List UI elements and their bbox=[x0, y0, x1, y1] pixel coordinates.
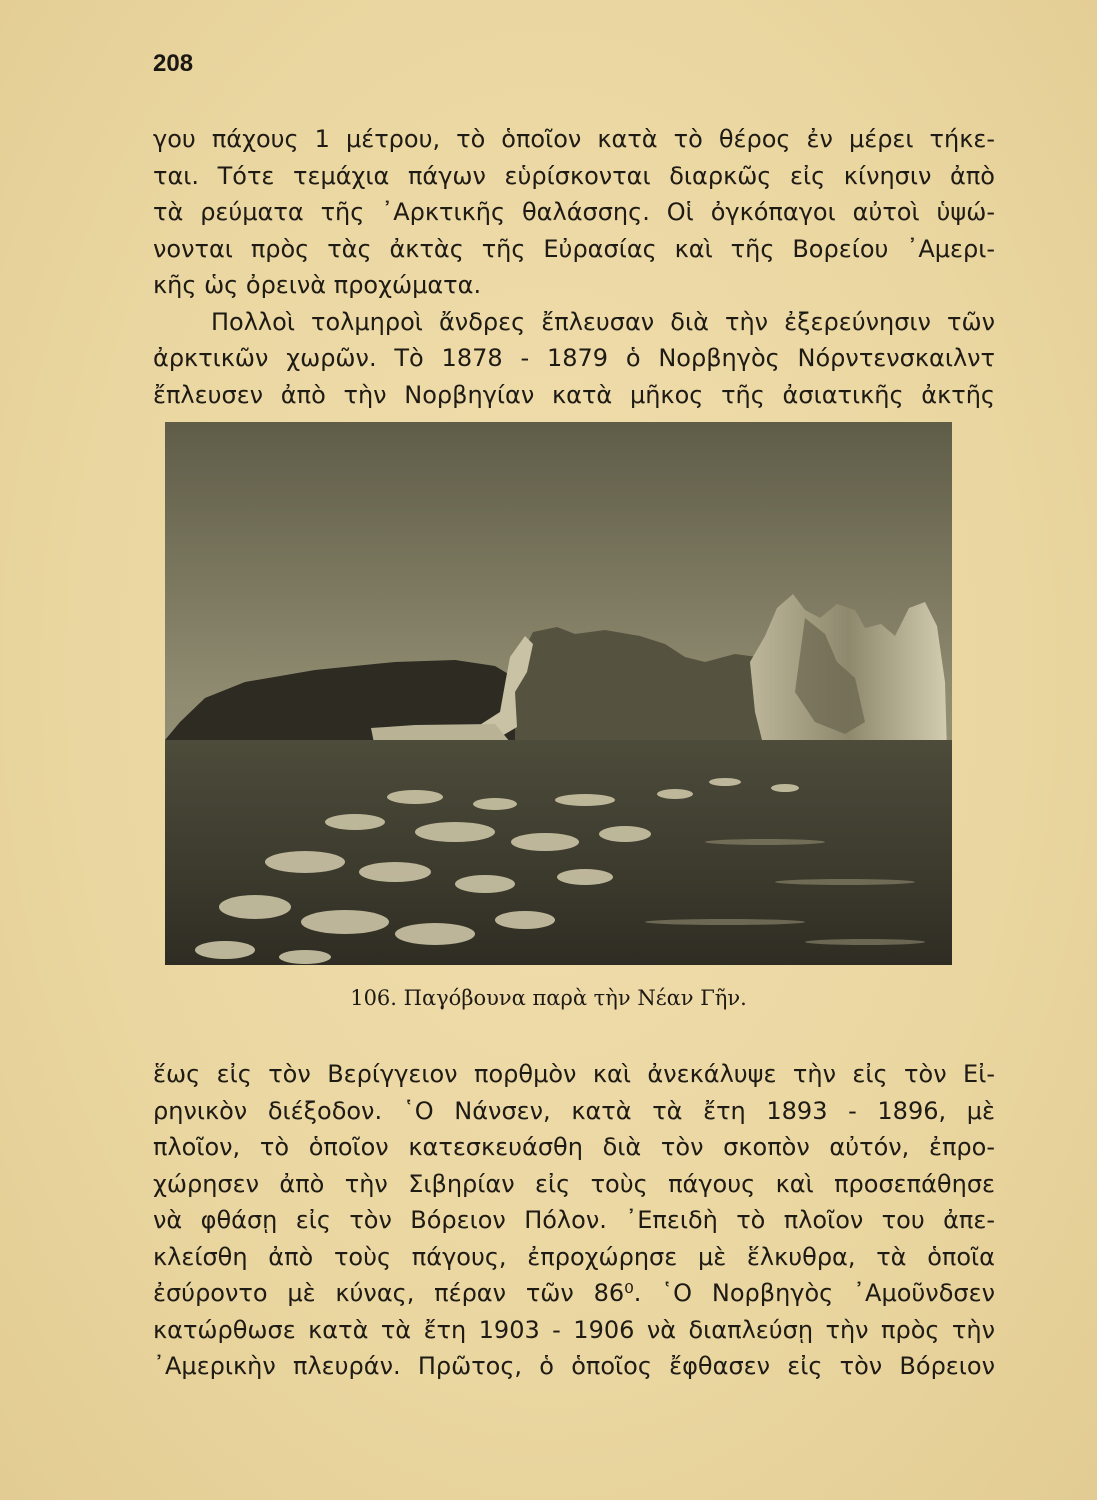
bottom-paragraph bbox=[153, 1056, 995, 1385]
text-line: νονται πρὸς τὰς ἀκτὰς τῆς Εὐρασίας καὶ τῆς Βορείου ᾿Αμερι- bbox=[153, 234, 995, 263]
text-line: ται. Τότε τεμάχια πάγων εὑρίσκονται διαρκῶς εἰς κίνησιν ἀπὸ bbox=[153, 161, 995, 190]
text-line: χώρησεν ἀπὸ τὴν Σιβηρίαν εἰς τοὺς πάγους καὶ προσεπάθησε bbox=[153, 1169, 995, 1198]
sea bbox=[165, 740, 952, 965]
text-line: πλοῖον, τὸ ὁποῖον κατεσκευάσθη διὰ τὸν σκοπὸν αὐτόν, ἐπρο- bbox=[153, 1133, 995, 1161]
text-line: κλείσθη ἀπὸ τοὺς πάγους, ἐπροχώρησε μὲ ἕλκυθρα, τὰ ὁποῖα bbox=[153, 1242, 995, 1271]
text-line: κῆς ὡς ὀρεινὰ προχώματα. bbox=[153, 271, 482, 299]
text-line: τὰ ρεύματα τῆς ᾿Αρκτικῆς θαλάσσης. Οἱ ὀγκόπαγοι αὐτοὶ ὑψώ- bbox=[153, 198, 995, 226]
text-line: ρηνικὸν διέξοδον. ῾Ο Νάνσεν, κατὰ τὰ ἔτη 1893 - 1896, μὲ bbox=[153, 1096, 995, 1125]
text-line: κατώρθωσε κατὰ τὰ ἔτη 1903 - 1906 νὰ διαπλεύσῃ τὴν πρὸς τὴν bbox=[153, 1315, 995, 1344]
text-line: γου πάχους 1 μέτρου, τὸ ὁποῖον κατὰ τὸ θέρος ἐν μέρει τήκε- bbox=[153, 125, 995, 153]
text-line: Πολλοὶ τολμηροὶ ἄνδρες ἔπλευσαν διὰ τὴν ἐξερεύνησιν τῶν bbox=[211, 307, 995, 336]
text-line: ἕως εἰς τὸν Βερίγγειον πορθμὸν καὶ ἀνεκάλυψε τὴν εἰς τὸν Εἰ- bbox=[153, 1060, 995, 1088]
figure-caption: 106. Παγόβουνα παρὰ τὴν Νέαν Γῆν. bbox=[350, 986, 747, 1010]
text-line: ἀρκτικῶν χωρῶν. Τὸ 1878 - 1879 ὁ Νορβηγὸς Νόρντενσκαιλντ bbox=[153, 344, 995, 372]
text-line: ἔπλευσεν ἀπὸ τὴν Νορβηγίαν κατὰ μῆκος τῆς ἀσιατικῆς ἀκτῆς bbox=[153, 380, 995, 409]
text-line: νὰ φθάσῃ εἰς τὸν Βόρειον Πόλον. ᾿Επειδὴ τὸ πλοῖον του ἀπε- bbox=[153, 1206, 995, 1234]
top-paragraphs bbox=[153, 121, 995, 413]
iceberg-photograph bbox=[165, 422, 952, 965]
page-number: 208 bbox=[153, 50, 194, 77]
text-line: ἐσύροντο μὲ κύνας, πέραν τῶν 86⁰. ῾Ο Νορβηγὸς ᾿Αμοῦνδσεν bbox=[153, 1279, 995, 1307]
text-line: ᾿Αμερικὴν πλευράν. Πρῶτος, ὁ ὁποῖος ἔφθασεν εἰς τὸν Βόρειον bbox=[153, 1352, 995, 1380]
